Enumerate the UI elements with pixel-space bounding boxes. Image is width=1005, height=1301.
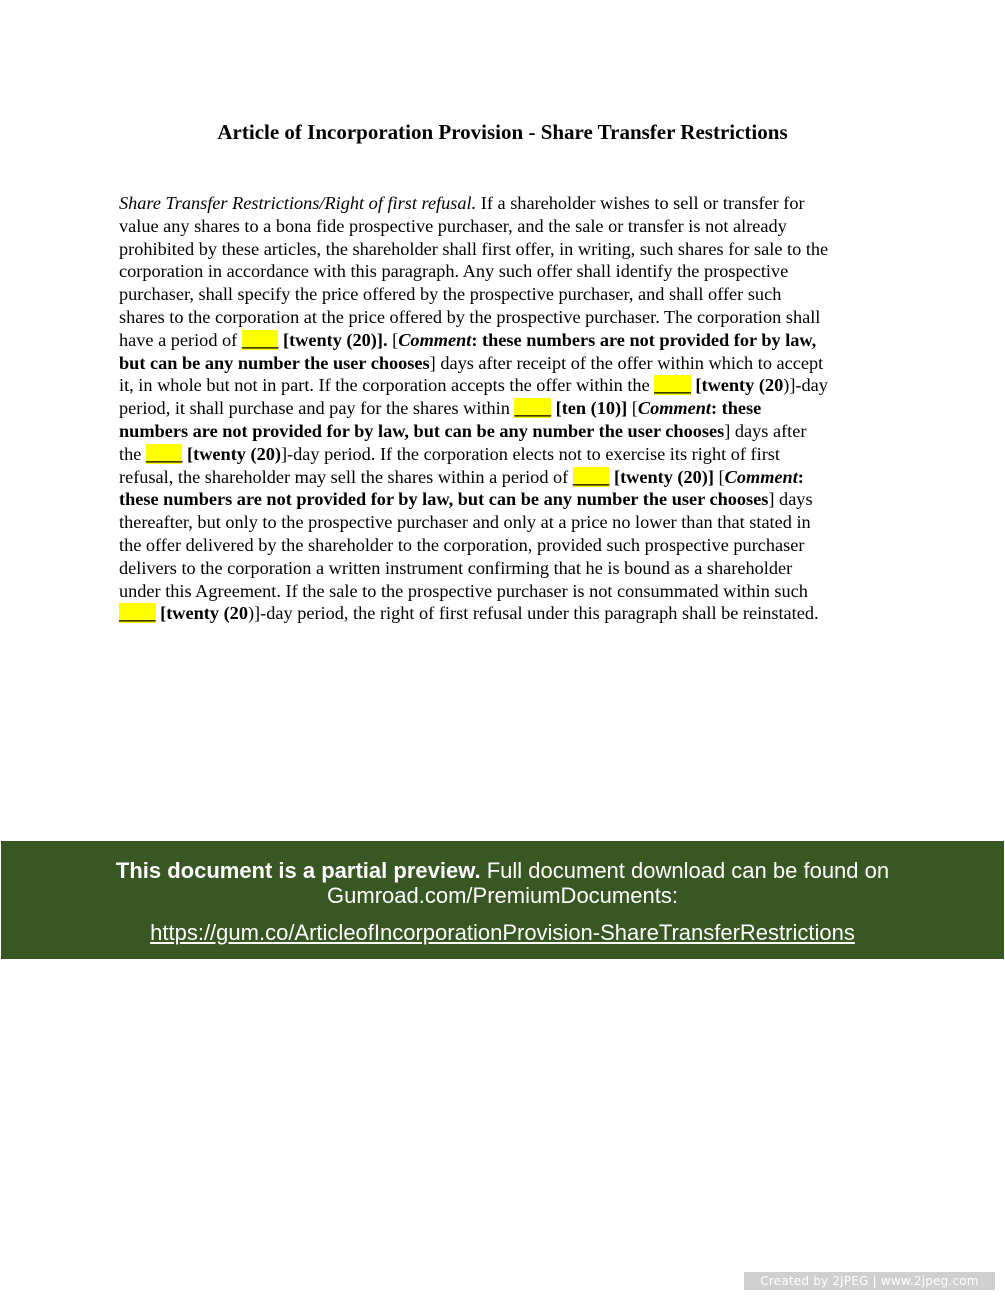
banner-text-2: Gumroad.com/PremiumDocuments: — [327, 883, 678, 908]
fill-in-blank: ____ — [514, 398, 552, 419]
download-link[interactable]: https://gum.co/ArticleofIncorporationProvision-ShareTransferRestrictions — [150, 920, 855, 945]
banner-text: Full document download can be found on — [480, 858, 890, 883]
banner-bold-text: This document is a partial preview. — [115, 858, 481, 883]
paragraph-heading: Share Transfer Restrictions/Right of first refusal. — [119, 193, 477, 213]
fill-in-blank: ____ — [145, 443, 183, 464]
watermark: Created by 2JPEG | www.2jpeg.com — [744, 1272, 995, 1290]
fill-in-blank: ____ — [572, 466, 610, 487]
document-paragraph: Share Transfer Restrictions/Right of first refusal. If a shareholder wishes to sell or transfer for value any shares to a bona fide prospective purchaser, and the sale or transfer is not already prohibited by these articles, the shareholder shall first offer, in writing, such shares for sale to the corporation in accordance with this paragraph. Any such offer shall identify the prospective purchaser, shall specify the price offered by the prospective purchaser, and shall offer such shares to the corporation at the price offered by the prospective purchaser. The corporation shall have a period of ____ [twenty (20)]. [Comment: these numbers are not provided for by law, but can be any number the user chooses] days after receipt of the offer within which to accept it, in whole but not in part. If the corporation accepts the offer within the ____ [twenty (20)]-day period, it shall purchase and pay for the shares within ____ [ten (10)] [Comment: these numbers are not provided for by law, but can be any number the user chooses] days after the ____ [twenty (20)]-day period. If the corporation elects not to exercise its right of first refusal, the shareholder may sell the shares within a period of ____ [twenty (20)] [Comment: these numbers are not provided for by law, but can be any number the user chooses] days thereafter, but only to the prospective purchaser and only at a price no lower than that stated in the offer delivered by the shareholder to the corporation, provided such prospective purchaser delivers to the corporation a written instrument confirming that he is bound as a shareholder under this Agreement. If the sale to the prospective purchaser is not consummated within such ____ [twenty (20)]-day period, the right of first refusal under this paragraph shall be reinstated. — [119, 193, 829, 624]
preview-banner — [1, 841, 1004, 959]
comment-label: Comment — [398, 329, 472, 350]
fill-in-blank: ____ — [241, 329, 279, 350]
comment-label: Comment — [724, 466, 798, 487]
fill-in-blank: ____ — [119, 603, 156, 624]
document-title: Article of Incorporation Provision - Share Transfer Restrictions — [217, 120, 788, 144]
fill-in-blank: ____ — [654, 375, 691, 396]
comment-label: Comment — [637, 398, 712, 419]
